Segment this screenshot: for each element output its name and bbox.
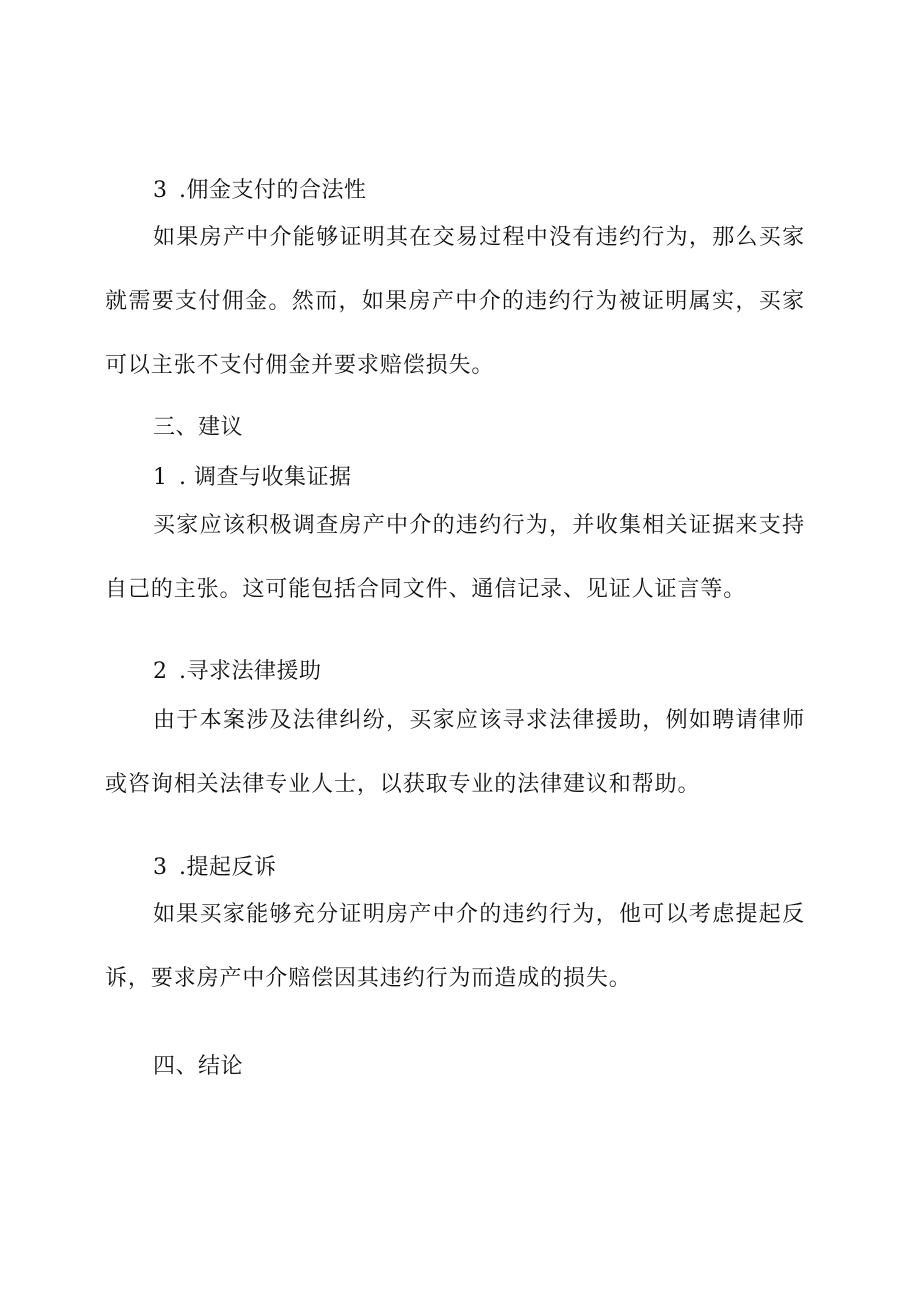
section-number: 2 (153, 659, 168, 684)
section-heading-commission (153, 176, 367, 206)
paragraph-legal-aid: 由于本案涉及法律纠纷，买家应该寻求法律援助，例如聘请律师或咨询相关法律专业人士，以获取专业的法律建议和帮助。 (105, 708, 805, 797)
paragraph-commission: 如果房产中介能够证明其在交易过程中没有违约行为，那么买家就需要支付佣金。然而，如果房产中介的违约行为被证明属实，买家可以主张不支付佣金并要求赔偿损失。 (105, 225, 805, 378)
paragraph-investigate: 买家应该积极调查房产中介的违约行为，并收集相关证据来支持自己的主张。这可能包括合同文件、通信记录、见证人证言等。 (105, 513, 805, 602)
section-heading-investigate (153, 463, 352, 493)
section-number: 3 (153, 178, 168, 203)
section-heading-counterclaim (153, 853, 277, 883)
chapter-heading-conclusion: 四、结论 (153, 1054, 244, 1079)
paragraph-counterclaim: 如果买家能够充分证明房产中介的违约行为，他可以考虑提起反诉，要求房产中介赔偿因其违约行为而造成的损失。 (105, 902, 805, 991)
section-number: 3 (153, 855, 168, 880)
chapter-heading-recommendations: 三、建议 (153, 415, 244, 440)
section-title: .佣金支付的合法性 (179, 178, 367, 203)
section-title: .提起反诉 (179, 855, 277, 880)
section-title: . 调查与收集证据 (179, 465, 352, 490)
section-number: 1 (153, 465, 168, 490)
section-title: .寻求法律援助 (179, 659, 322, 684)
section-heading-legal-aid (153, 657, 322, 687)
